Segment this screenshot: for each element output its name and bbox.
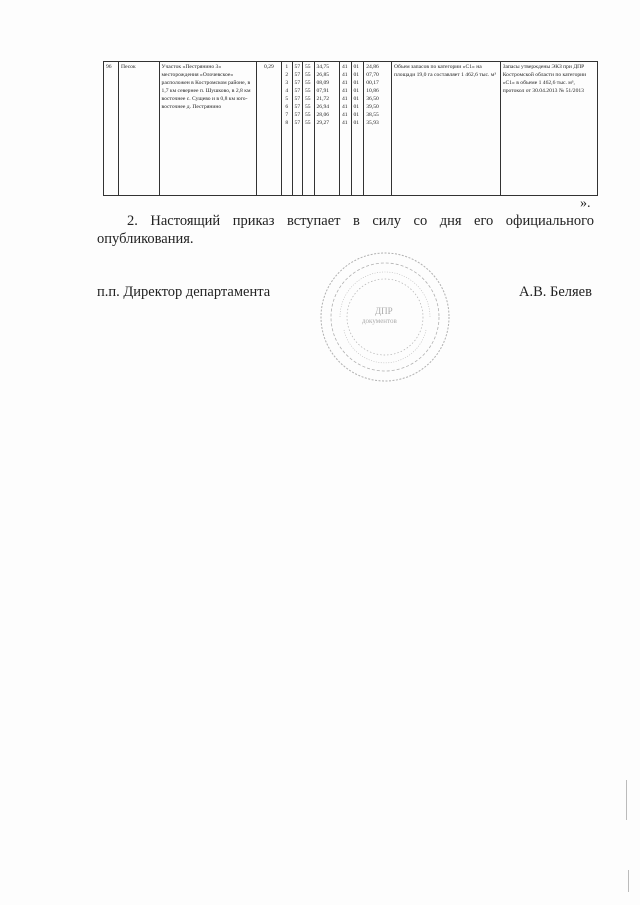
coordinate-value: 10,86: [366, 88, 379, 94]
latitude-seconds: [314, 62, 339, 196]
point-numbers: [282, 62, 292, 196]
coordinate-value: 1: [285, 64, 289, 70]
coordinate-value: 01: [353, 64, 360, 70]
coordinate-value: 01: [353, 80, 360, 86]
coordinate-value: 57: [294, 64, 301, 70]
table-row: [104, 62, 598, 196]
coordinate-value: 07,70: [366, 72, 379, 78]
coordinate-value: 41: [341, 80, 348, 86]
coordinate-value: 35,93: [366, 120, 379, 126]
latitude-minutes: [302, 62, 314, 196]
coordinate-value: 41: [341, 112, 348, 118]
coordinate-value: 26,85: [316, 72, 330, 78]
coordinate-value: 41: [341, 64, 348, 70]
coordinate-value: 7: [285, 112, 289, 118]
coordinate-value: 41: [341, 88, 348, 94]
coordinate-value: 01: [353, 120, 360, 126]
coordinate-value: 5: [285, 96, 289, 102]
official-seal-icon: [318, 250, 452, 384]
coordinate-value: 39,50: [366, 104, 379, 110]
coordinate-value: 36,50: [366, 96, 379, 102]
coordinate-value: 34,75: [316, 64, 330, 70]
coordinate-value: 01: [353, 88, 360, 94]
coordinate-value: 55: [304, 80, 311, 86]
coordinate-value: 57: [294, 120, 301, 126]
coordinate-value: 8: [285, 120, 289, 126]
longitude-minutes: [351, 62, 364, 196]
coordinate-value: 38,55: [366, 112, 379, 118]
scan-artifact: [628, 870, 629, 892]
coordinate-value: 08,09: [316, 80, 330, 86]
coordinate-value: 55: [304, 64, 311, 70]
mineral-type: Песок: [119, 62, 159, 196]
coordinate-value: 26,94: [316, 104, 330, 110]
coordinate-value: 41: [341, 96, 348, 102]
coordinate-value: 57: [294, 96, 301, 102]
row-number: 96: [104, 62, 119, 196]
coordinate-value: 4: [285, 88, 289, 94]
coordinate-value: 55: [304, 96, 311, 102]
coordinate-value: 57: [294, 88, 301, 94]
coordinate-value: 07,91: [316, 88, 330, 94]
seal-center-text: ДПР: [375, 306, 393, 316]
coordinate-value: 3: [285, 80, 289, 86]
location-description: Участок «Пестрянино 3» месторождения «Олочевское» расположен в Костромском районе, в 1,7 км севернее п. Шушково, в 2,8 км восточнее с. Сущево и в 0,8 км юго-восточнее д. Пестрянино: [159, 62, 256, 196]
coordinate-value: 55: [304, 120, 311, 126]
coordinate-value: 2: [285, 72, 289, 78]
coordinate-value: 01: [353, 96, 360, 102]
seal-sub-text: документов: [362, 317, 397, 325]
coordinate-value: 55: [304, 112, 311, 118]
signer-title: п.п. Директор департамента: [97, 284, 271, 300]
deposit-table: [103, 61, 598, 196]
coordinate-value: 55: [304, 104, 311, 110]
coordinate-value: 41: [341, 120, 348, 126]
coordinate-value: 57: [294, 112, 301, 118]
latitude-degrees: [292, 62, 302, 196]
coordinate-value: 55: [304, 88, 311, 94]
coordinate-value: 41: [341, 104, 348, 110]
coordinate-value: 29,27: [316, 120, 330, 126]
reserves-approval: Запасы утверждены ЭКЗ при ДПР Костромской области по категории «С1» в объеме 1 462,6 тыс. м³, протокол от 30.04.2013 № 51/2013: [500, 62, 597, 196]
reserves-volume: Объем запасов по категории «С1» на площади 19,0 га составляет 1 462,6 тыс. м³: [391, 62, 500, 196]
scan-artifact: [626, 780, 627, 820]
paragraph-effective-date: 2. Настоящий приказ вступает в силу со дня его официального опубликования.: [97, 213, 594, 247]
coordinate-value: 24,86: [366, 64, 379, 70]
coordinate-value: 01: [353, 104, 360, 110]
longitude-degrees: [339, 62, 351, 196]
coordinate-value: 57: [294, 72, 301, 78]
coordinate-value: 00,17: [366, 80, 379, 86]
coordinate-value: 57: [294, 80, 301, 86]
closing-quote: ».: [580, 196, 591, 211]
coordinate-value: 21,72: [316, 96, 330, 102]
coordinate-value: 55: [304, 72, 311, 78]
coordinate-value: 57: [294, 104, 301, 110]
signer-name: А.В. Беляев: [519, 284, 592, 300]
longitude-seconds: [364, 62, 392, 196]
coordinate-value: 41: [341, 72, 348, 78]
coordinate-value: 6: [285, 104, 289, 110]
area-value: 0,29: [256, 62, 281, 196]
coordinate-value: 28,06: [316, 112, 330, 118]
coordinate-value: 01: [353, 72, 360, 78]
coordinate-value: 01: [353, 112, 360, 118]
